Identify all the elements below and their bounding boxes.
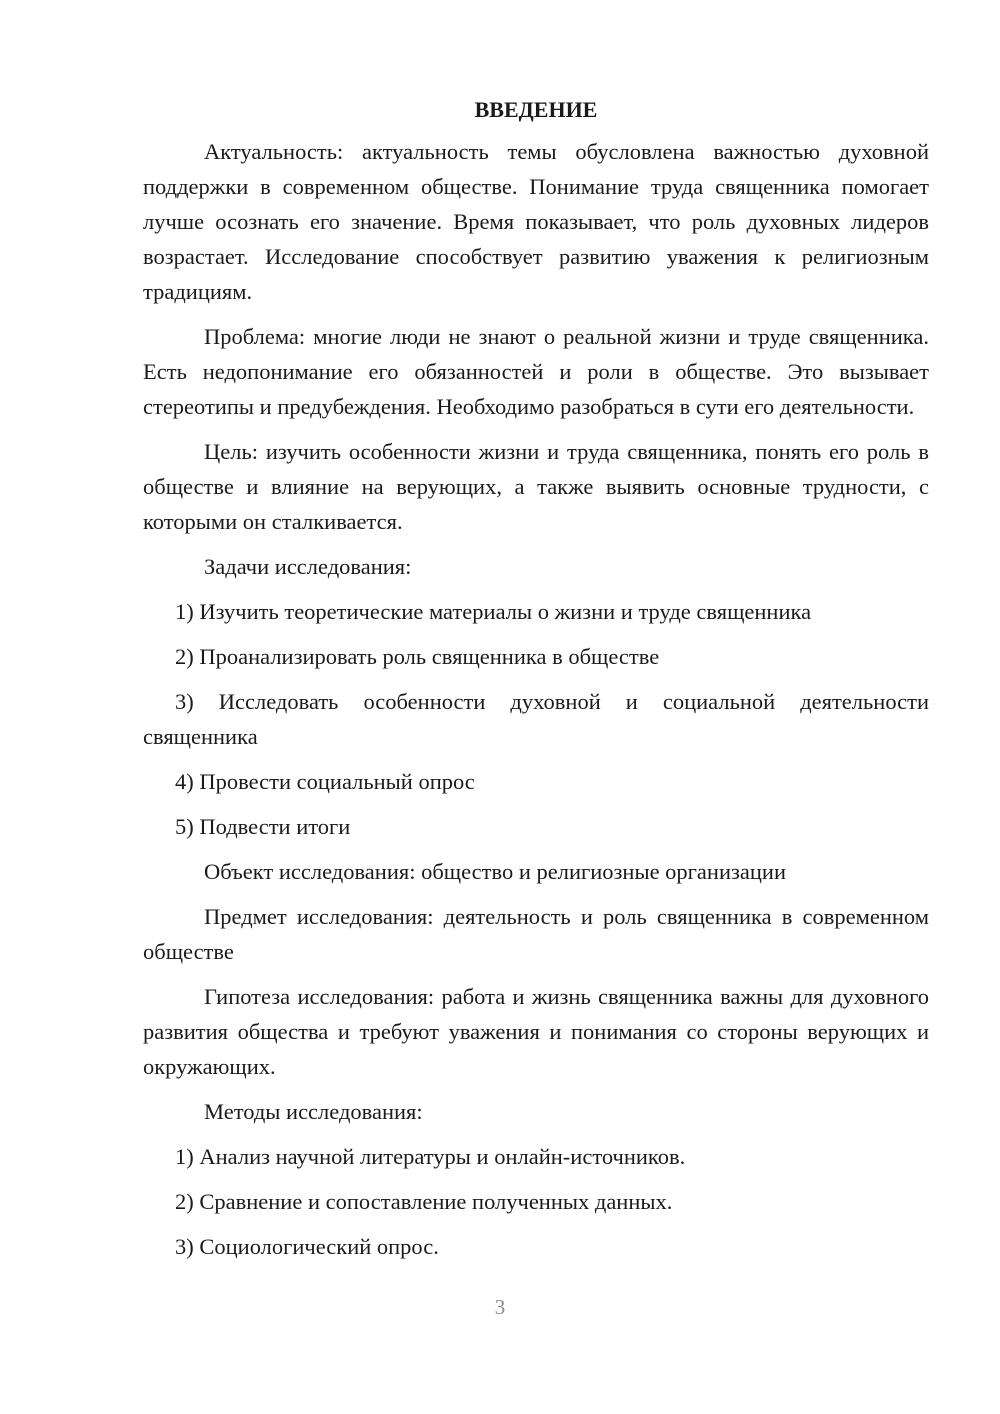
methods-heading: Методы исследования: (204, 1099, 423, 1124)
page-number: 3 (494, 1295, 506, 1319)
document-page (143, 92, 929, 1274)
subject-paragraph: Предмет исследования: деятельность и роль священника в современном обществе (143, 904, 929, 964)
relevance-paragraph: Актуальность: актуальность темы обусловлена важностью духовной поддержки в современном обществе. Понимание труда священника помогает лучше осознать его значение. Время показывает, что роль духовных лидеров возрастает. Исследование способствует развитию уважения к религиозным традициям. (143, 139, 929, 304)
task-item: 2) Проанализировать роль священника в обществе (175, 644, 660, 669)
task-item: 4) Провести социальный опрос (175, 769, 475, 794)
task-item: 1) Изучить теоретические материалы о жизни и труде священника (175, 599, 812, 624)
method-item: 3) Социологический опрос. (175, 1234, 439, 1259)
method-item: 2) Сравнение и сопоставление полученных данных. (175, 1189, 673, 1214)
object-paragraph: Объект исследования: общество и религиозные организации (204, 859, 786, 884)
task-item: 5) Подвести итоги (175, 814, 351, 839)
goal-paragraph: Цель: изучить особенности жизни и труда священника, понять его роль в обществе и влияние на верующих, а также выявить основные трудности, с которыми он сталкивается. (143, 439, 929, 534)
method-item: 1) Анализ научной литературы и онлайн-источников. (175, 1144, 686, 1169)
hypothesis-paragraph: Гипотеза исследования: работа и жизнь священника важны для духовного развития общества и требуют уважения и понимания со стороны верующих и окружающих. (143, 984, 929, 1079)
tasks-heading: Задачи исследования: (204, 554, 412, 579)
page-title: ВВЕДЕНИЕ (474, 97, 598, 122)
problem-paragraph: Проблема: многие люди не знают о реальной жизни и труде священника. Есть недопонимание его обязанностей и роли в обществе. Это вызывает стереотипы и предубеждения. Необходимо разобраться в сути его деятельности. (143, 324, 929, 419)
task-item: 3) Исследовать особенности духовной и социальной деятельности священника (143, 689, 929, 749)
